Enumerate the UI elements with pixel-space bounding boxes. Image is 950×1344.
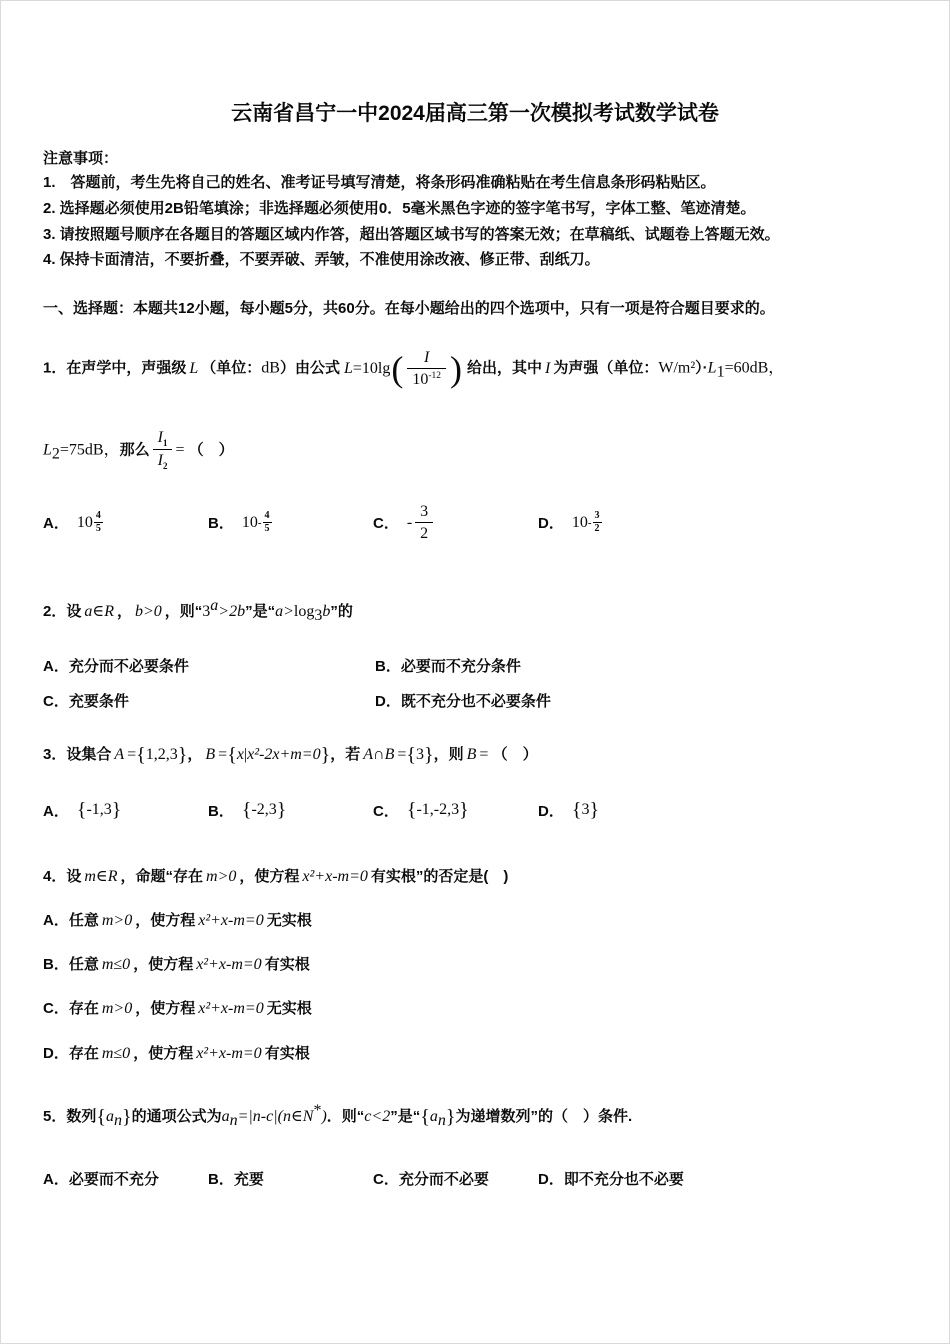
fraction-numerator: I [407, 348, 446, 369]
answer-blank: （ ） [188, 440, 234, 458]
set-body: -1,3 [86, 801, 112, 819]
brace-open: { [571, 799, 582, 822]
set-body: 3 [415, 745, 424, 763]
math-var-L1: L [707, 359, 717, 377]
note-item: 3. 请按照题号顺序在各题目的答题区域内作答，超出答题区域书写的答案无效；在草稿纸、试题卷上答题无效。 [43, 225, 780, 243]
math-var: I [157, 452, 163, 470]
brace-open: { [420, 1105, 430, 1128]
brace-open: { [136, 743, 146, 766]
q4-option-d [43, 1040, 907, 1067]
equals: = [127, 745, 137, 763]
math-op: =10lg [352, 359, 391, 377]
question-2 [43, 592, 907, 711]
math-op: = [175, 440, 185, 458]
math-var-B: B [205, 745, 216, 763]
exponent-sign: - [587, 516, 592, 529]
text-run: ，使方程 [239, 867, 300, 885]
subscript: 1 [716, 363, 725, 381]
math-expr: m>0 [101, 912, 133, 930]
minus-sign: - [406, 513, 413, 531]
subscript: 2 [162, 461, 168, 472]
text-run: ， [187, 745, 203, 763]
text-run: ，使方程 [135, 1000, 196, 1018]
notes-heading: 注意事项： [43, 150, 119, 167]
text-run: 无实根 [266, 912, 312, 930]
q2-options [43, 655, 907, 711]
text-run: 有实根”的否定是( ) [370, 867, 509, 885]
math-var-a: a [221, 1107, 230, 1125]
math-expr: >2b [218, 602, 246, 620]
text-run: ）· [695, 359, 708, 377]
option-label: A． [43, 515, 69, 533]
option-label: A． [43, 802, 69, 820]
subscript: 1 [162, 437, 168, 448]
q1-formula [343, 348, 463, 389]
math-expr: a∈R [84, 602, 114, 620]
power-exponent: a [210, 596, 219, 614]
brace-close: } [459, 799, 469, 822]
fraction-denominator [407, 369, 446, 389]
text-run: ， [116, 602, 132, 620]
q1-options [43, 502, 907, 543]
text-run: 有实根 [264, 956, 310, 974]
fraction-numerator: 3 [415, 502, 433, 523]
equals: = [479, 745, 489, 763]
q1-stem [43, 348, 907, 389]
text-run: 无实根 [266, 1000, 312, 1018]
q4-option-b [43, 951, 907, 978]
math-var-L: L [343, 359, 353, 377]
math-var: I [157, 428, 163, 446]
brace-close: } [320, 743, 331, 766]
fraction [153, 428, 173, 473]
superscript-star: * [313, 1101, 322, 1119]
option-b: B．必要而不充分条件 [375, 657, 521, 675]
text-run: 2．设 [43, 602, 82, 620]
option-label: D． [538, 802, 564, 820]
math-var-a: a [105, 1107, 114, 1125]
text-run: 1．在声学中，声强级 [43, 359, 187, 377]
base: 10 [571, 513, 588, 531]
unit-dB: dB [261, 359, 280, 377]
base: 10 [241, 513, 258, 531]
subscript: 2 [51, 444, 60, 462]
text-run: ，命题“存在 [120, 867, 204, 885]
brace-open: { [406, 743, 416, 766]
option-a [43, 510, 208, 536]
math-expr: m≤0 [101, 956, 131, 974]
text-run: 为声强（单位： [553, 359, 659, 377]
math-text: =75dB， [59, 440, 120, 458]
denominator-exponent: -12 [428, 371, 441, 382]
math-var-A: A [114, 745, 125, 763]
denominator-base: 10 [412, 371, 429, 389]
exp-denominator: 5 [264, 523, 270, 535]
text-run: （单位： [201, 359, 262, 377]
option-b [208, 800, 373, 821]
math-expr: (n∈N [277, 1107, 314, 1125]
math-var-L: L [189, 359, 199, 377]
brace-close: } [589, 799, 600, 822]
paren-close: ) [321, 1107, 327, 1125]
set-body: -2,3 [251, 801, 277, 819]
brace-close: } [276, 799, 287, 822]
option-d [538, 510, 602, 536]
q3-stem [43, 741, 907, 768]
text-run: ”的 [330, 602, 353, 620]
brace-close: } [111, 799, 122, 822]
text-run: ，使方程 [133, 956, 194, 974]
text-run: B．任意 [43, 956, 99, 974]
power-base: 3 [202, 602, 211, 620]
q4-option-c [43, 995, 907, 1022]
option-c: C．充要条件 [43, 692, 129, 710]
fraction-numerator [153, 428, 173, 451]
math-var-a: a [429, 1107, 438, 1125]
subscript: n [437, 1111, 446, 1129]
question-4 [43, 863, 907, 1067]
option-label: B． [208, 802, 234, 820]
text-run: ，使方程 [135, 912, 196, 930]
option-label: C． [373, 515, 399, 533]
math-expr: b>0 [134, 602, 162, 620]
text-run: ，则 [433, 745, 464, 763]
fraction [407, 348, 446, 389]
option-c [373, 800, 538, 821]
math-expr: m≤0 [101, 1044, 131, 1062]
q4-option-a [43, 907, 907, 934]
set-bar: | [243, 745, 248, 763]
exponent-fraction [94, 510, 103, 536]
text-run: 4．设 [43, 867, 82, 885]
brace-open: { [96, 1105, 106, 1128]
math-var-L2: L [43, 440, 52, 458]
option-a: A．必要而不充分 [43, 1171, 159, 1189]
exp-numerator: 3 [593, 510, 602, 524]
q1-continuation [43, 428, 907, 473]
answer-blank: （ ） [492, 745, 538, 763]
option-b [208, 510, 373, 536]
text-run: ，则“ [164, 602, 203, 620]
brace-open: { [227, 743, 237, 766]
text-run: 有实根 [264, 1044, 310, 1062]
set-body: 1,2,3 [145, 745, 178, 763]
text-run: C．存在 [43, 1000, 99, 1018]
exp-numerator: 4 [263, 510, 272, 524]
math-expr: m>0 [101, 1000, 133, 1018]
exponent-sign: - [257, 516, 262, 529]
math-expr: x²+x-m=0 [196, 1044, 262, 1062]
note-item: 1. 答题前，考生先将自己的姓名、准考证号填写清楚，将条形码准确粘贴在考生信息条形码粘贴区。 [43, 174, 716, 191]
equals: = [218, 745, 228, 763]
text-run: ”是“ [245, 602, 276, 620]
option-label: B． [208, 515, 234, 533]
text-run: A．任意 [43, 912, 99, 930]
section-one-heading: 一、选择题：本题共12小题，每小题5分，共60分。在每小题给出的四个选项中，只有一项是符合题目要求的。 [43, 300, 775, 318]
text-run: D．存在 [43, 1044, 99, 1062]
math-expr: m>0 [206, 867, 237, 885]
brace-open: { [76, 799, 87, 822]
option-a: A．充分而不必要条件 [43, 657, 189, 675]
exp-denominator: 5 [95, 523, 101, 535]
exam-title: 云南省昌宁一中2024届高三第一次模拟考试数学试卷 [231, 102, 719, 125]
math-expr: x²+x-m=0 [198, 912, 264, 930]
brace-close: } [177, 743, 188, 766]
brace-close: } [121, 1105, 132, 1128]
set-body: -1,-2,3 [416, 801, 460, 819]
math-expr: x²+x-m=0 [196, 956, 262, 974]
option-label: C． [373, 802, 399, 820]
paren-left: ( [391, 348, 404, 389]
base: 10 [76, 513, 93, 531]
math-var-I: I [545, 359, 551, 377]
text-run: ，使方程 [133, 1044, 194, 1062]
option-a [43, 800, 208, 821]
brace-open: { [241, 799, 252, 822]
q3-options [43, 800, 907, 821]
unit-wm2: W/m² [658, 359, 696, 377]
option-c [373, 502, 538, 543]
math-expr: c<2 [364, 1107, 391, 1125]
exp-denominator: 2 [594, 523, 600, 535]
math-var-x: x [236, 745, 244, 763]
brace-close: } [423, 743, 434, 766]
q5-options [43, 1168, 907, 1189]
exp-numerator: 4 [94, 510, 103, 524]
fraction-denominator: 2 [420, 525, 429, 543]
fraction [415, 502, 433, 543]
math-expr: a> [275, 602, 294, 620]
set-body: 3 [581, 801, 590, 819]
brace-open: { [406, 799, 417, 822]
question-1 [43, 348, 907, 543]
option-label: D． [538, 515, 564, 533]
question-3 [43, 741, 907, 821]
text-run: 3．设集合 [43, 745, 112, 763]
subscript: n [229, 1111, 238, 1129]
q2-stem [43, 592, 907, 629]
text-run: ．则“ [326, 1107, 365, 1125]
note-item: 4. 保持卡面清洁，不要折叠，不要弄破、弄皱，不准使用涂改液、修正带、刮纸刀。 [43, 251, 600, 269]
exponent-fraction [593, 510, 602, 536]
text-run: 的通项公式为 [131, 1107, 222, 1125]
q4-stem [43, 863, 907, 890]
math-expr: x²-2x+m=0 [247, 745, 321, 763]
option-d: D．既不充分也不必要条件 [375, 692, 551, 710]
math-text: =60dB， [724, 359, 785, 377]
question-5 [43, 1097, 907, 1189]
option-c: C．充分而不必要 [373, 1171, 489, 1189]
text-run: 为递增数列”的（ ）条件. [455, 1107, 633, 1125]
option-d [538, 800, 599, 821]
fraction-denominator [153, 450, 173, 472]
text-run: 5．数列 [43, 1107, 97, 1125]
math-expr: x²+x-m=0 [302, 867, 368, 885]
text-run: 那么 [119, 440, 150, 458]
math-var-B: B [466, 745, 477, 763]
math-expr: =|n-c| [237, 1107, 278, 1125]
subscript: n [113, 1111, 122, 1129]
note-item: 2. 选择题必须使用2B铅笔填涂；非选择题必须使用0．5毫米黑色字迹的签字笔书写，字体工整、笔迹清楚。 [43, 199, 756, 217]
log-base: 3 [314, 606, 323, 624]
exponent-fraction [263, 510, 272, 536]
q5-stem [43, 1097, 907, 1134]
option-d: D．即不充分也不必要 [538, 1171, 684, 1189]
text-run: ）由公式 [279, 359, 340, 377]
math-expr: x²+x-m=0 [198, 1000, 264, 1018]
text-run: ，若 [330, 745, 361, 763]
equals: = [397, 745, 407, 763]
text-run: ”是“ [390, 1107, 421, 1125]
text-run: 给出，其中 [467, 359, 543, 377]
brace-close: } [445, 1105, 456, 1128]
option-b: B．充要 [208, 1171, 264, 1189]
math-var: b [322, 602, 331, 620]
math-expr: m∈R [84, 867, 118, 885]
paren-right: ) [450, 348, 462, 389]
log-symbol: log [293, 602, 315, 620]
math-expr: A∩B [363, 745, 395, 763]
